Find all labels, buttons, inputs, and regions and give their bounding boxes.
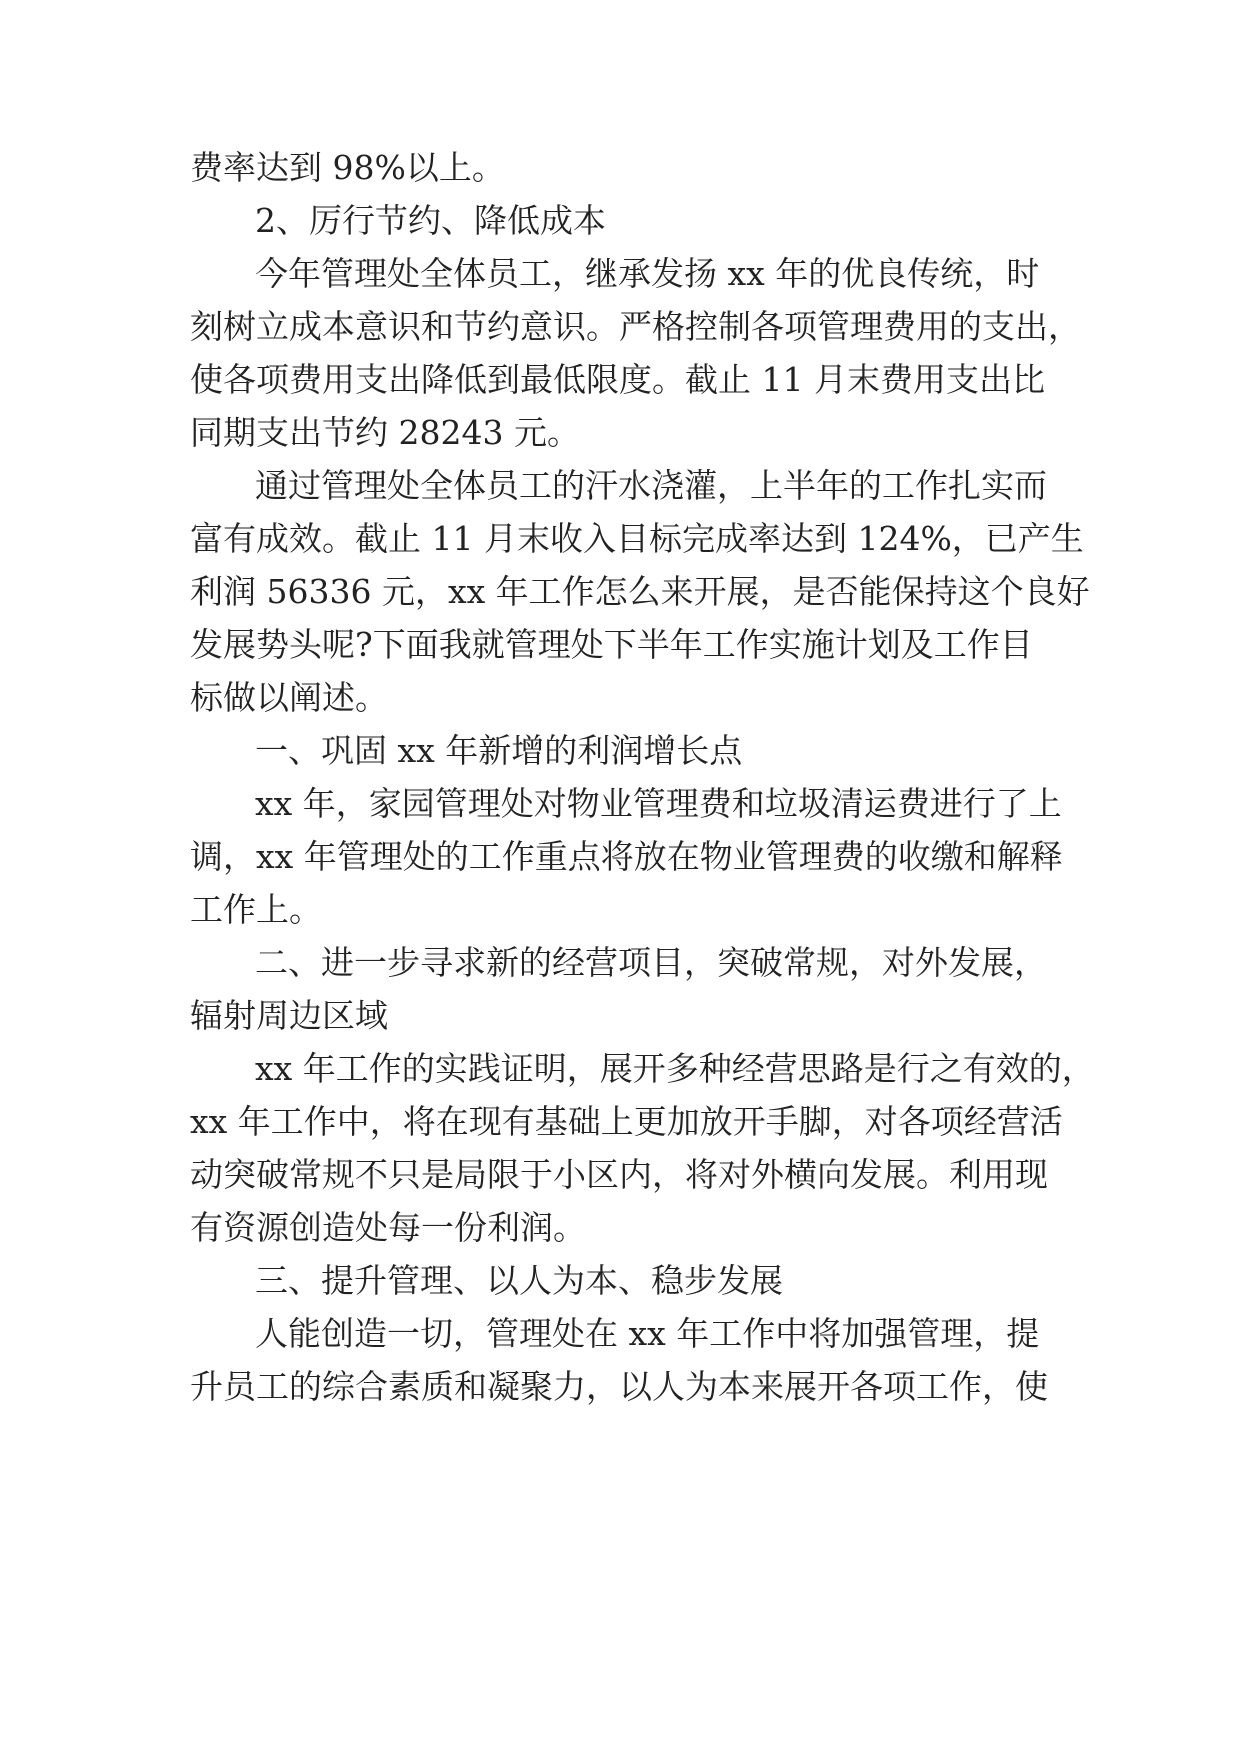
text-line-23: 人能创造一切，管理处在 xx 年工作中将加强管理，提	[255, 1314, 1040, 1353]
text-line-9: 利润 56336 元，xx 年工作怎么来开展，是否能保持这个良好	[190, 572, 1090, 611]
text-line-1: 费率达到 98%以上。	[190, 148, 505, 187]
text-line-10: 发展势头呢?下面我就管理处下半年工作实施计划及工作目	[190, 625, 1033, 664]
text-line-12: 一、巩固 xx 年新增的利润增长点	[255, 731, 743, 770]
text-line-20: 动突破常规不只是局限于小区内，将对外横向发展。利用现	[190, 1155, 1048, 1194]
text-line-8: 富有成效。截止 11 月末收入目标完成率达到 124%，已产生	[190, 519, 1084, 558]
text-line-4: 刻树立成本意识和节约意识。严格控制各项管理费用的支出，	[190, 307, 1081, 346]
text-line-2: 2、厉行节约、降低成本	[255, 201, 606, 240]
text-line-19: xx 年工作中，将在现有基础上更加放开手脚，对各项经营活	[190, 1102, 1063, 1141]
text-line-15: 工作上。	[190, 890, 322, 929]
text-line-11: 标做以阐述。	[190, 678, 388, 717]
text-line-16: 二、进一步寻求新的经营项目，突破常规，对外发展，	[255, 943, 1047, 982]
text-line-13: xx 年，家园管理处对物业管理费和垃圾清运费进行了上	[255, 784, 1062, 823]
text-line-3: 今年管理处全体员工，继承发扬 xx 年的优良传统，时	[255, 254, 1040, 293]
text-line-5: 使各项费用支出降低到最低限度。截止 11 月末费用支出比	[190, 360, 1045, 399]
text-line-22: 三、提升管理、以人为本、稳步发展	[255, 1261, 783, 1300]
text-line-7: 通过管理处全体员工的汗水浇灌，上半年的工作扎实而	[255, 466, 1047, 505]
text-line-21: 有资源创造处每一份利润。	[190, 1208, 586, 1247]
text-line-14: 调，xx 年管理处的工作重点将放在物业管理费的收缴和解释	[190, 837, 1063, 876]
text-line-6: 同期支出节约 28243 元。	[190, 413, 580, 452]
text-line-17: 辐射周边区域	[190, 996, 388, 1035]
text-line-24: 升员工的综合素质和凝聚力，以人为本来展开各项工作，使	[190, 1367, 1048, 1406]
text-line-18: xx 年工作的实践证明，展开多种经营思路是行之有效的，	[255, 1049, 1095, 1088]
